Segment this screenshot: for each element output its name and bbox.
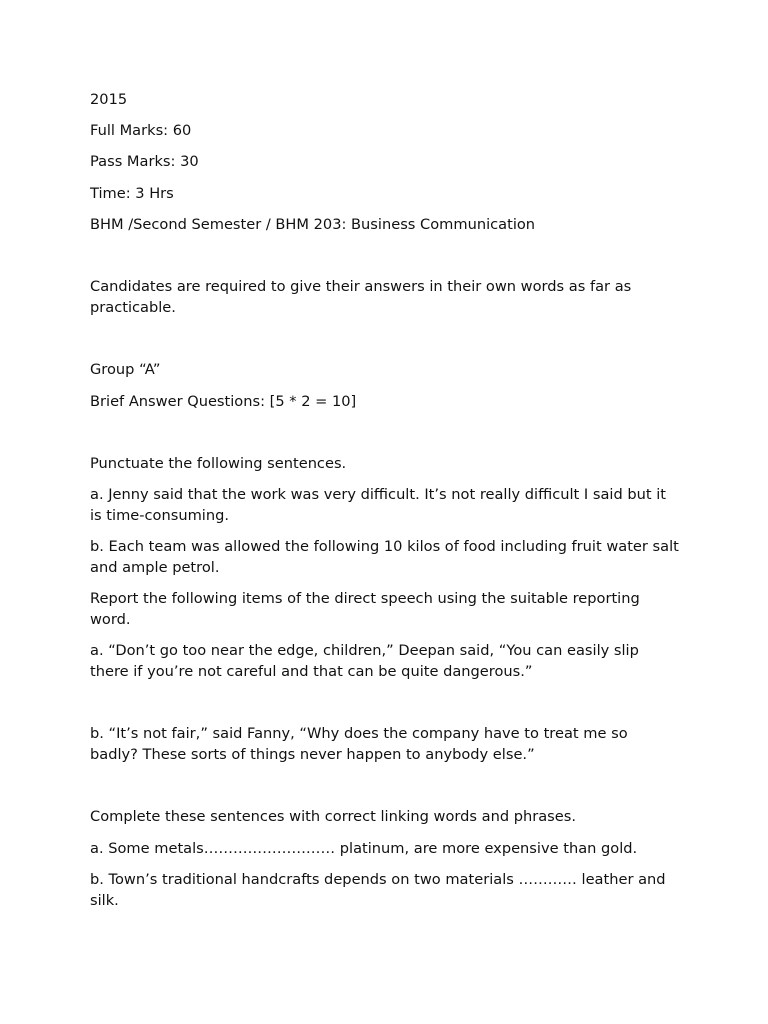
question-1-item-b: b. Each team was allowed the following 10 kilos of food including fruit water salt and ample petrol.	[90, 538, 684, 576]
group-title: Group “A”	[90, 361, 161, 379]
question-2-prompt: Report the following items of the direct speech using the suitable reporting word.	[90, 590, 645, 628]
full-marks: Full Marks: 60	[90, 122, 192, 140]
question-3-item-a: a. Some metals……………………… platinum, are more expensive than gold.	[90, 839, 638, 857]
course-title: BHM /Second Semester / BHM 203: Business Communication	[90, 215, 536, 233]
question-3-item-b: b. Town’s traditional handcrafts depends on two materials ………… leather and silk.	[90, 870, 671, 909]
question-2-item-a: a. “Don’t go too near the edge, children,” Deepan said, “You can easily slip there if you’re not careful and that can be quite dangerous.”	[90, 642, 644, 680]
pass-marks: Pass Marks: 30	[90, 153, 199, 171]
question-1-item-a: a. Jenny said that the work was very difficult. It’s not really difficult I said but it is time-consuming.	[90, 486, 671, 524]
exam-year: 2015	[90, 91, 128, 108]
question-1-prompt: Punctuate the following sentences.	[90, 454, 347, 472]
group-subtitle: Brief Answer Questions: [5 * 2 = 10]	[90, 392, 357, 410]
question-2-item-b: b. “It’s not fair,” said Fanny, “Why does the company have to treat me so badly? These sorts of things never happen to anybody else.”	[90, 725, 633, 764]
instructions: Candidates are required to give their answers in their own words as far as practicable.	[90, 278, 636, 316]
question-3-prompt: Complete these sentences with correct linking words and phrases.	[90, 808, 577, 826]
time-allowed: Time: 3 Hrs	[90, 184, 174, 202]
exam-document	[90, 90, 684, 911]
